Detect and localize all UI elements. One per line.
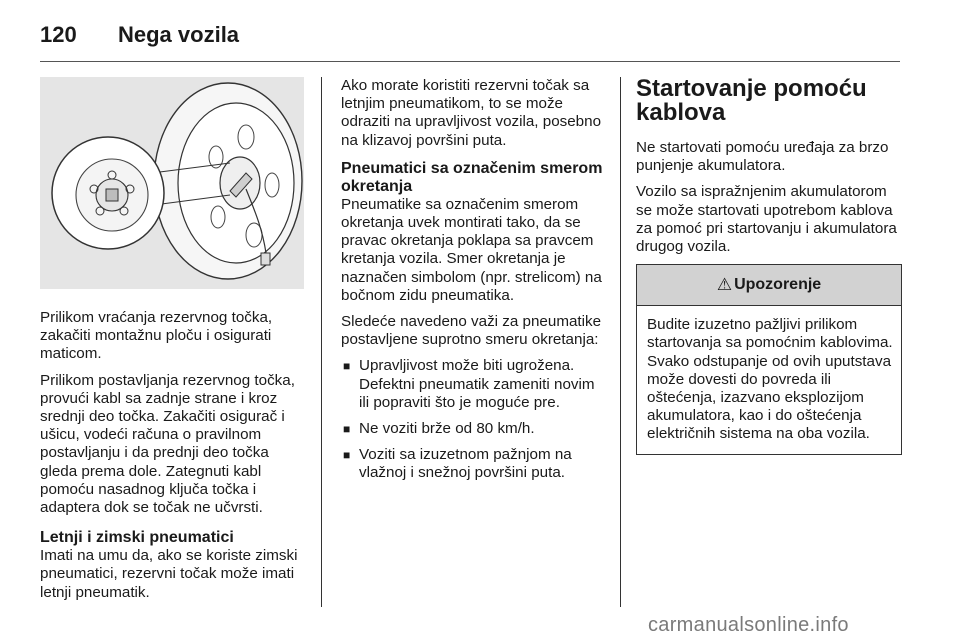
bullet-list	[341, 357, 607, 482]
page-header	[40, 14, 900, 58]
column-3	[636, 77, 904, 455]
warning-box	[636, 264, 902, 454]
list-item	[341, 420, 607, 438]
warning-title: Upozorenje	[734, 276, 822, 294]
subheading-directional-tires: Pneumatici sa označenim smerom okretanja	[341, 159, 603, 195]
list-item-text: Voziti sa izuzetnom pažnjom na vlažnoj i snežnoj površini puta.	[359, 446, 572, 482]
paragraph: Prilikom vraćanja rezervnog točka, zakačiti montažnu ploču i osigurati maticom.	[40, 309, 273, 363]
list-item	[341, 357, 607, 412]
section-heading-jump-start: Startovanje pomoću kablova	[636, 75, 867, 126]
watermark: carmanualsonline.info	[648, 614, 849, 636]
spare-wheel-icon	[40, 77, 304, 289]
spare-wheel-illustration	[40, 77, 304, 289]
list-item-text: Ne voziti brže od 80 km/h.	[359, 420, 535, 438]
paragraph: Pneumatike sa označenim smerom okretanja uvek montirati tako, da se pravac okretanja poklapa sa pravcem kretanja vozila. Smer okretanja je naznačen simbolom (npr. strelicom) na bočnom zidu pneumatika.	[341, 195, 602, 304]
column-2	[341, 77, 607, 491]
chapter-title: Nega vozila	[118, 22, 240, 47]
bullet-square-icon: ■	[343, 422, 351, 437]
bullet-square-icon: ■	[343, 448, 351, 463]
paragraph: Imati na umu da, ako se koriste zimski pneumatici, rezervni točak može imati letnji pneumatik.	[40, 547, 298, 601]
column-1	[40, 77, 306, 610]
warning-triangle-icon: ⚠	[716, 275, 733, 295]
list-item	[341, 446, 607, 482]
paragraph: Prilikom postavljanja rezervnog točka, provući kabl sa zadnje strane i kroz srednji deo točka. Zakačiti osigurač i ušicu, vodeći računa o pravilnom postavljanju i da prednji deo točka gleda prema dole. Zategnuti kabl pomoću nasadnog ključa točka i adaptera dok se točak ne učvrsti.	[40, 371, 295, 517]
list-item-text: Upravljivost može biti ugrožena. Defektni pneumatik zameniti novim ili popraviti što je moguće pre.	[359, 357, 595, 411]
column-divider	[321, 77, 322, 607]
bullet-square-icon: ■	[343, 359, 351, 374]
warning-body: Budite izuzetno pažljivi prilikom startovanja sa pomoćnim kablovima. Svako odstupanje od ovih uputstava može dovesti do povreda ili oštećenja, izazvano eksplozijom akumulatora, kao i do oštećenja električnih sistema na oba vozila.	[647, 316, 893, 443]
paragraph: Ako morate koristiti rezervni točak sa letnjim pneumatikom, to se može odraziti na upravljivost vozila, posebno na klizavoj površini puta.	[341, 77, 602, 149]
page-number: 120	[40, 22, 77, 47]
paragraph: Sledeće navedeno važi za pneumatike postavljene suprotno smeru okretanja:	[341, 313, 602, 349]
paragraph: Ne startovati pomoću uređaja za brzo punjenje akumulatora.	[636, 139, 889, 175]
warning-header	[637, 265, 901, 306]
column-divider	[620, 77, 621, 607]
subheading-summer-winter-tires: Letnji i zimski pneumatici	[40, 529, 234, 547]
paragraph: Vozilo sa ispražnjenim akumulatorom se može startovati upotrebom kablova za pomoć pri startovanju i akumulatora drugog vozila.	[636, 183, 897, 256]
header-rule	[40, 61, 900, 62]
